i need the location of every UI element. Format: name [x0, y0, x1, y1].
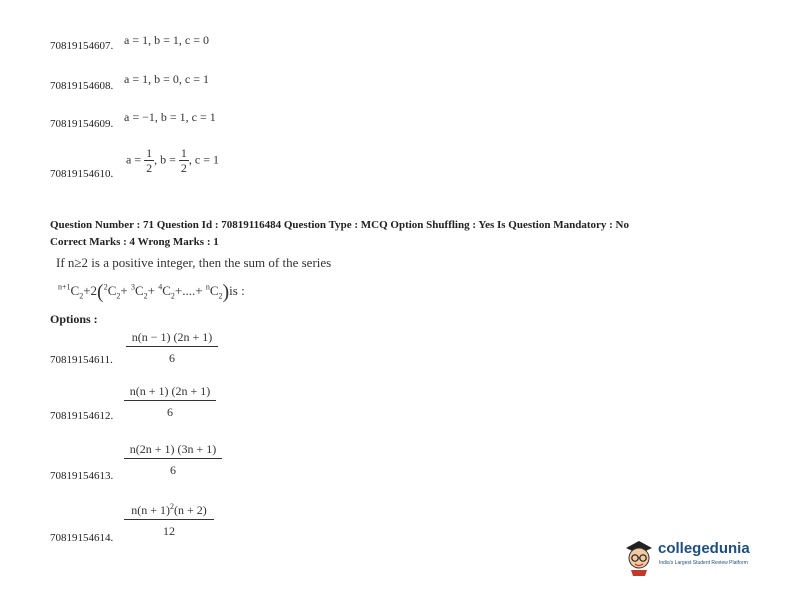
option-id: 70819154607.	[50, 40, 114, 52]
options-label: Options :	[50, 312, 98, 326]
question-text: If n≥2 is a positive integer, then the sum of the series	[56, 255, 332, 270]
option-expression: a = $\frac{1}{2}$ , b = $\frac{1}{2}$ , c = 1	[126, 146, 219, 175]
fraction: $\frac{1}{2}$	[180, 146, 187, 175]
option-id: 70819154614.	[50, 532, 114, 544]
option-id: 70819154608.	[50, 80, 114, 92]
option-id: 70819154613.	[50, 470, 114, 482]
option-expression: a = −1, b = 1, c = 1	[124, 110, 216, 124]
collegedunia-logo	[622, 536, 772, 576]
logo-tagline: India's Largest Student Review Platform	[659, 560, 748, 566]
student-mascot-icon	[622, 536, 656, 576]
question-header: Question Number : 71 Question Id : 70819116484 Question Type : MCQ Option Shuffling : Yes Is Question Mandatory : No	[50, 219, 629, 231]
option-id: 70819154611.	[50, 354, 113, 366]
option-id: 70819154610.	[50, 168, 114, 180]
logo-name: collegedunia	[658, 540, 750, 557]
option-fraction: $\frac{n(n + 1)^2(n + 2)}{12}$	[124, 502, 214, 539]
option-expression: a = 1, b = 0, c = 1	[124, 72, 209, 86]
fraction: $\frac{1}{2}$	[146, 146, 153, 175]
option-fraction: $\frac{n(n + 1) (2n + 1)}{6}$	[124, 384, 216, 420]
option-fraction: $\frac{n(2n + 1) (3n + 1)}{6}$	[124, 442, 222, 478]
series-expression: $^{n+1}C_2+2(^2C_2+ ^3C_2+ ^4C_2+....+ ^nC_2)is$ :	[58, 281, 245, 303]
option-id: 70819154609.	[50, 118, 114, 130]
option-expression: a = 1, b = 1, c = 0	[124, 33, 209, 47]
option-id: 70819154612.	[50, 410, 114, 422]
question-marks: Correct Marks : 4 Wrong Marks : 1	[50, 236, 219, 248]
option-fraction: $\frac{n(n - 1) (2n + 1)}{6}$	[126, 330, 218, 366]
